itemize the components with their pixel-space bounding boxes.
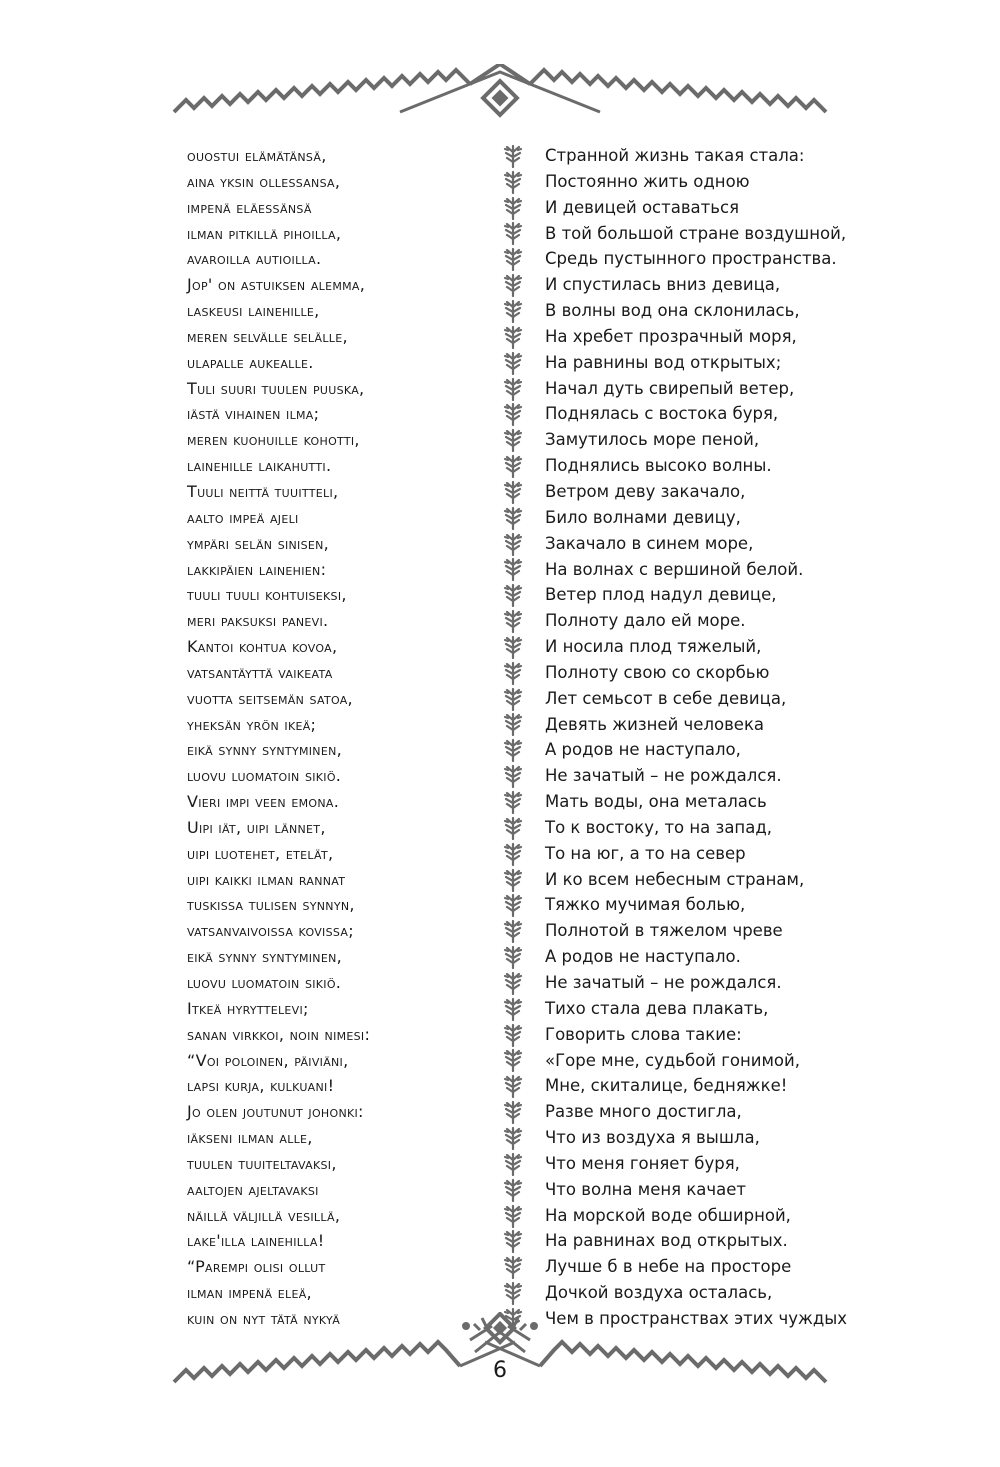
verse-line: То на юг, а то на север [545, 843, 746, 863]
folk-tree-icon [500, 634, 526, 660]
folk-tree-icon [500, 892, 526, 918]
verse-line: lainehille laikahutti. [187, 456, 332, 476]
verse-line: Дочкой воздуха осталась, [545, 1283, 773, 1303]
verse-line: uipi luotehet, etelät, [187, 843, 334, 863]
folk-tree-icon [500, 324, 526, 350]
verse-line: В той большой стране воздушной, [545, 223, 847, 243]
verse-line: Не зачатый – не рождался. [545, 973, 782, 992]
verse-line: На морской воде обширной, [545, 1205, 791, 1225]
verse-line: meri paksuksi panevi. [187, 611, 329, 631]
verse-line: Лучше б в небе на просторе [545, 1257, 792, 1277]
folk-tree-icon [500, 789, 526, 815]
folk-tree-icon [500, 298, 526, 324]
folk-tree-icon [500, 479, 526, 505]
verse-line: Kantoi kohtua kovoa, [187, 637, 338, 657]
verse-line: А родов не наступало. [545, 947, 741, 967]
folk-tree-icon [500, 427, 526, 453]
folk-tree-icon [500, 1280, 526, 1306]
verse-line: Uipi iät, uipi lännet, [187, 817, 326, 837]
verse-line: Мне, скиталице, бедняжке! [545, 1076, 788, 1096]
verse-line: vatsanvaivoissa kovissa; [187, 921, 354, 941]
folk-tree-icon [500, 1048, 526, 1074]
verse-line: tuuli tuuli kohtuiseksi, [187, 585, 347, 605]
verse-line: Било волнами девицу, [545, 507, 741, 527]
folk-tree-icon [500, 996, 526, 1022]
verse-line: Jo olen joutunut johonki: [187, 1102, 364, 1122]
verse-line: Тяжко мучимая болью, [545, 895, 746, 915]
verse-line: Замутилось море пеной, [545, 430, 760, 450]
folk-tree-icon [500, 1228, 526, 1254]
verse-line: kuin on nyt tätä nykyä [187, 1308, 341, 1328]
verse-line: luovu luomatoin sikiö. [187, 766, 342, 786]
verse-line: ouostui elämätänsä, [187, 146, 327, 165]
verse-line: Разве много достигла, [545, 1102, 742, 1122]
verse-line: Поднялись высоко волны. [545, 456, 772, 476]
folk-tree-icon [500, 944, 526, 970]
verse-line: «Горе мне, судьбой гонимой, [545, 1050, 800, 1070]
verse-line: Ветер плод надул девице, [545, 585, 777, 605]
verse-line: На равнинах вод открытых. [545, 1231, 788, 1251]
folk-tree-icon [500, 272, 526, 298]
verse-line: На равнины вод открытых; [545, 352, 782, 372]
verse-line: Полноту свою со скорбью [545, 662, 770, 682]
folk-tree-icon [500, 1125, 526, 1151]
verse-line: Itkeä hyryttelevi; [187, 998, 309, 1018]
verse-line: И носила плод тяжелый, [545, 637, 762, 657]
verse-line: Начал дуть свирепый ветер, [545, 378, 795, 398]
verse-line: Не зачатый – не рождался. [545, 766, 782, 786]
verse-line: На хребет прозрачный моря, [545, 326, 797, 346]
verse-line: eikä synny syntyminen, [187, 740, 342, 760]
verse-line: Тихо стала дева плакать, [545, 998, 769, 1018]
folk-tree-icon [500, 246, 526, 272]
verse-line: Говорить слова такие: [545, 1024, 742, 1044]
finnish-verse-column [187, 143, 487, 1332]
verse-line: lake'illa lainehilla! [187, 1231, 325, 1251]
verse-line: tuskissa tulisen synnyn, [187, 895, 355, 915]
folk-tree-icon [500, 815, 526, 841]
folk-tree-icon [500, 1022, 526, 1048]
verse-line: laskeusi lainehille, [187, 301, 320, 321]
verse-line: И ко всем небесным странам, [545, 869, 805, 889]
verse-line: Что меня гоняет буря, [545, 1153, 740, 1173]
folk-tree-icon [500, 867, 526, 893]
verse-line: yheksän yrön ikeä; [187, 714, 317, 734]
folk-tree-icon [500, 143, 526, 169]
verse-line: lakkipäien lainehien: [187, 559, 327, 579]
verse-line: А родов не наступало, [545, 740, 741, 760]
verse-line: Vieri impi veen emona. [187, 792, 340, 812]
verse-line: aina yksin ollessansa, [187, 171, 341, 191]
folk-tree-icon [500, 1203, 526, 1229]
verse-line: tuulen tuuiteltavaksi, [187, 1153, 337, 1173]
folk-tree-icon [500, 376, 526, 402]
verse-line: Tuli suuri tuulen puuska, [187, 378, 365, 398]
verse-line: Полноту дало ей море. [545, 611, 746, 631]
page-number: 6 [493, 1358, 507, 1383]
folk-tree-icon [500, 1099, 526, 1125]
verse-line: ulapalle aukealle. [187, 352, 314, 372]
verse-line: ilman pitkillä pihoilla, [187, 223, 342, 243]
verse-line: “Voi poloinen, päiviäni, [187, 1050, 349, 1070]
verse-line: Полнотой в тяжелом чреве [545, 921, 783, 941]
verse-line: Jop' on astuiksen alemma, [187, 275, 366, 295]
folk-tree-icon [500, 1073, 526, 1099]
verse-line: Поднялась с востока буря, [545, 404, 779, 424]
verse-line: vatsantäyttä vaikeata [187, 662, 333, 682]
folk-tree-icon [500, 660, 526, 686]
verse-line: luovu luomatoin sikiö. [187, 973, 342, 992]
verse-line: ilman impenä eleä, [187, 1283, 312, 1303]
verse-line: И спустилась вниз девица, [545, 275, 781, 295]
folk-tree-icon [500, 169, 526, 195]
folk-tree-icon [500, 608, 526, 634]
folk-tree-icon [500, 401, 526, 427]
folk-tree-icon [500, 531, 526, 557]
verse-line: Мать воды, она металась [545, 792, 767, 812]
verse-line: ympäri selän sinisen, [187, 533, 330, 553]
verse-line: uipi kaikki ilman rannat [187, 869, 346, 889]
verse-line: näillä väljillä vesillä, [187, 1205, 341, 1225]
verse-line: iästä vihainen ilma; [187, 404, 320, 424]
folk-tree-icon [500, 1151, 526, 1177]
verse-line: Постоянно жить одною [545, 171, 750, 191]
verse-line: На волнах с вершиной белой. [545, 559, 804, 579]
verse-line: Лет семьсот в себе девица, [545, 688, 787, 708]
folk-tree-icon [500, 737, 526, 763]
verse-line: sanan virkkoi, noin nimesi: [187, 1024, 371, 1044]
verse-line: avaroilla autioilla. [187, 249, 322, 269]
verse-line: Что волна меня качает [545, 1179, 747, 1199]
verse-line: И девицей оставаться [545, 197, 740, 217]
folk-tree-icon [500, 453, 526, 479]
verse-line: Девять жизней человека [545, 714, 765, 734]
folk-tree-icon [500, 221, 526, 247]
folk-tree-icon [500, 970, 526, 996]
verse-line: То к востоку, то на запад, [545, 817, 772, 837]
verse-line: aalto impeä ajeli [187, 507, 299, 527]
top-ornament-border [170, 64, 830, 120]
verse-line: eikä synny syntyminen, [187, 947, 342, 967]
verse-line: Что из воздуха я вышла, [545, 1128, 760, 1148]
russian-verse-column [545, 143, 848, 1332]
folk-tree-icon [500, 195, 526, 221]
folk-tree-icon [500, 582, 526, 608]
verse-line: lapsi kurja, kulkuani! [187, 1076, 335, 1096]
verse-line: Странной жизнь такая стала: [545, 146, 805, 165]
folk-tree-icon [500, 350, 526, 376]
folk-tree-icon [500, 505, 526, 531]
verse-line: Чем в пространствах этих чуждых [545, 1308, 848, 1328]
folk-tree-icon [500, 557, 526, 583]
folk-tree-icon [500, 1177, 526, 1203]
verse-line: iäkseni ilman alle, [187, 1128, 313, 1148]
verse-line: meren kuohuille kohotti, [187, 430, 360, 450]
verse-line: Ветром деву закачало, [545, 481, 746, 501]
verse-line: Закачало в синем море, [545, 533, 754, 553]
column-divider [500, 143, 526, 1332]
folk-tree-icon [500, 841, 526, 867]
verse-line: “Parempi olisi ollut [187, 1257, 326, 1277]
folk-tree-icon [500, 712, 526, 738]
verse-line: impenä eläessänsä [187, 197, 312, 217]
verse-line: meren selvälle selälle, [187, 326, 348, 346]
verse-line: Tuuli neittä tuuitteli, [187, 481, 339, 501]
verse-line: vuotta seitsemän satoa, [187, 688, 353, 708]
folk-tree-icon [500, 763, 526, 789]
verse-line: В волны вод она склонилась, [545, 301, 800, 321]
verse-line: aaltojen ajeltavaksi [187, 1179, 319, 1199]
verse-line: Средь пустынного пространства. [545, 249, 837, 269]
folk-tree-icon [500, 1254, 526, 1280]
folk-tree-icon [500, 686, 526, 712]
folk-tree-icon [500, 918, 526, 944]
